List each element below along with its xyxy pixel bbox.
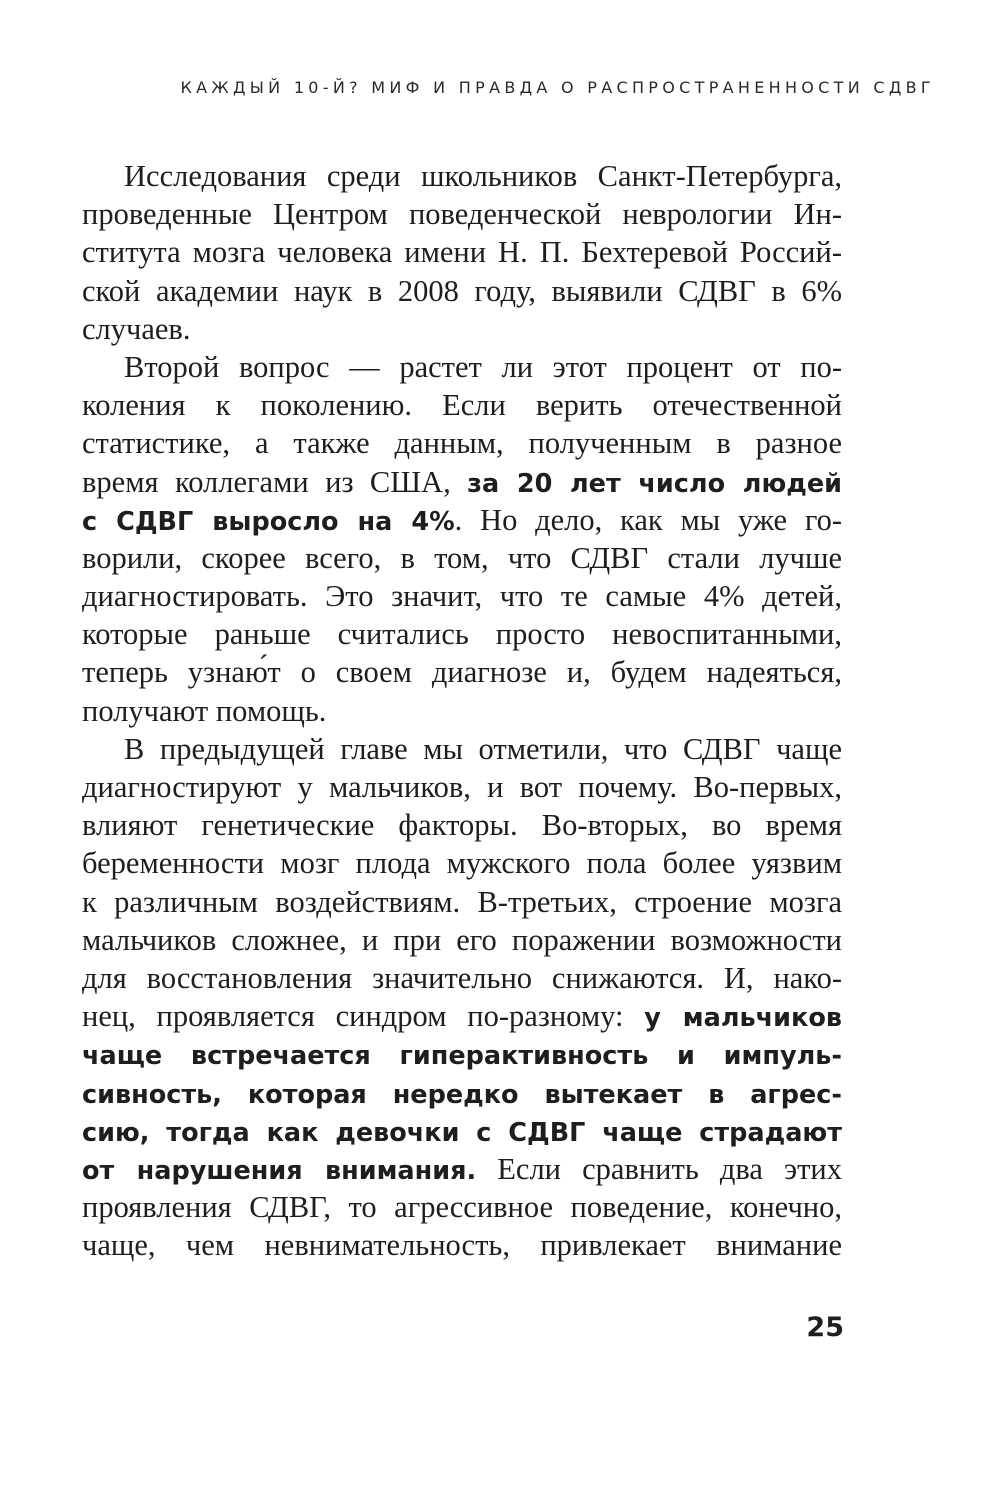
text-line xyxy=(82,577,842,615)
text-line xyxy=(82,997,842,1035)
text-line xyxy=(82,1226,842,1264)
bold-text-run: чаще встречается гиперактивность и импуль- xyxy=(82,1041,842,1072)
text-run: теперь узнаю́т о своем диагнозе и, будем надеяться, xyxy=(82,655,842,690)
text-line xyxy=(82,959,842,997)
text-run: время коллегами из США, xyxy=(82,464,468,499)
text-line xyxy=(82,386,842,424)
text-line xyxy=(82,310,842,348)
text-line xyxy=(82,615,842,653)
text-run: случаев. xyxy=(82,311,191,346)
text-run: диагностируют у мальчиков, и вот почему. Во-первых, xyxy=(82,770,842,804)
text-line xyxy=(82,921,842,959)
bold-text-run: от нарушения внимания. xyxy=(82,1155,477,1186)
text-run: ститута мозга человека имени Н. П. Бехтеревой Россий- xyxy=(82,235,842,270)
text-line xyxy=(82,653,842,691)
text-run: ворили, скорее всего, в том, что СДВГ стали лучше xyxy=(82,540,842,575)
text-run: мальчиков сложнее, и при его поражении возможности xyxy=(82,922,842,957)
text-line xyxy=(82,692,842,730)
text-run: диагностировать. Это значит, что те самые 4% детей, xyxy=(82,579,842,614)
text-line xyxy=(82,1074,842,1112)
text-line xyxy=(82,157,842,195)
text-run: чаще, чем невнимательность, привлекает внимание xyxy=(82,1228,842,1263)
text-run: нец, проявляется синдром по-разному: xyxy=(82,999,645,1034)
bold-text-run: с СДВГ выросло на 4% xyxy=(82,506,455,537)
text-line xyxy=(82,883,842,921)
text-run: Второй вопрос — растет ли этот процент от по- xyxy=(124,349,842,384)
text-line xyxy=(82,806,842,844)
page-number: 25 xyxy=(806,1312,844,1343)
text-line xyxy=(82,195,842,233)
text-line xyxy=(82,844,842,882)
bold-text-run: сивность, которая нередко вытекает в агрес- xyxy=(82,1079,842,1110)
text-run: Если сравнить два этих xyxy=(476,1151,842,1186)
text-line xyxy=(82,501,842,539)
text-line xyxy=(82,730,842,768)
text-run: статистике, а также данным, полученным в разное xyxy=(82,426,842,461)
text-run: для восстановления значительно снижаются. И, нако- xyxy=(82,960,842,995)
text-line xyxy=(82,463,842,501)
text-line xyxy=(82,272,842,310)
text-run: проведенные Центром поведенческой неврологии Ин- xyxy=(82,197,842,232)
text-line xyxy=(82,1188,842,1226)
text-line xyxy=(82,348,842,386)
text-run: которые раньше считались просто невоспитанными, xyxy=(82,617,842,652)
text-line xyxy=(82,1112,842,1150)
text-run: влияют генетические факторы. Во-вторых, во время xyxy=(82,808,842,843)
text-run: В предыдущей главе мы отметили, что СДВГ чаще xyxy=(124,731,842,766)
text-line xyxy=(82,233,842,271)
text-line xyxy=(82,424,842,462)
text-run: проявления СДВГ, то агрессивное поведение, конечно, xyxy=(82,1190,842,1225)
text-run: коления к поколению. Если верить отечественной xyxy=(82,388,842,423)
text-line xyxy=(82,1035,842,1073)
text-run: получают помощь. xyxy=(82,693,327,728)
running-header: КАЖДЫЙ 10-Й? МИФ И ПРАВДА О РАСПРОСТРАНЕННОСТИ СДВГ xyxy=(180,78,935,97)
text-run: Исследования среди школьников Санкт-Петербурга, xyxy=(124,159,842,193)
bold-text-run: сию, тогда как девочки с СДВГ чаще страдают xyxy=(82,1117,842,1148)
text-run: . Но дело, как мы уже го- xyxy=(454,502,842,537)
text-run: к различным воздействиям. В-третьих, строение мозга xyxy=(82,884,842,919)
text-line xyxy=(82,768,842,806)
text-line xyxy=(82,1150,842,1188)
text-run: беременности мозг плода мужского пола более уязвим xyxy=(82,846,842,881)
bold-text-run: у мальчиков xyxy=(644,1003,842,1034)
text-line xyxy=(82,539,842,577)
bold-text-run: за 20 лет число людей xyxy=(467,468,843,499)
body-text xyxy=(82,157,842,1264)
text-run: ской академии наук в 2008 году, выявили СДВГ в 6% xyxy=(82,273,842,308)
